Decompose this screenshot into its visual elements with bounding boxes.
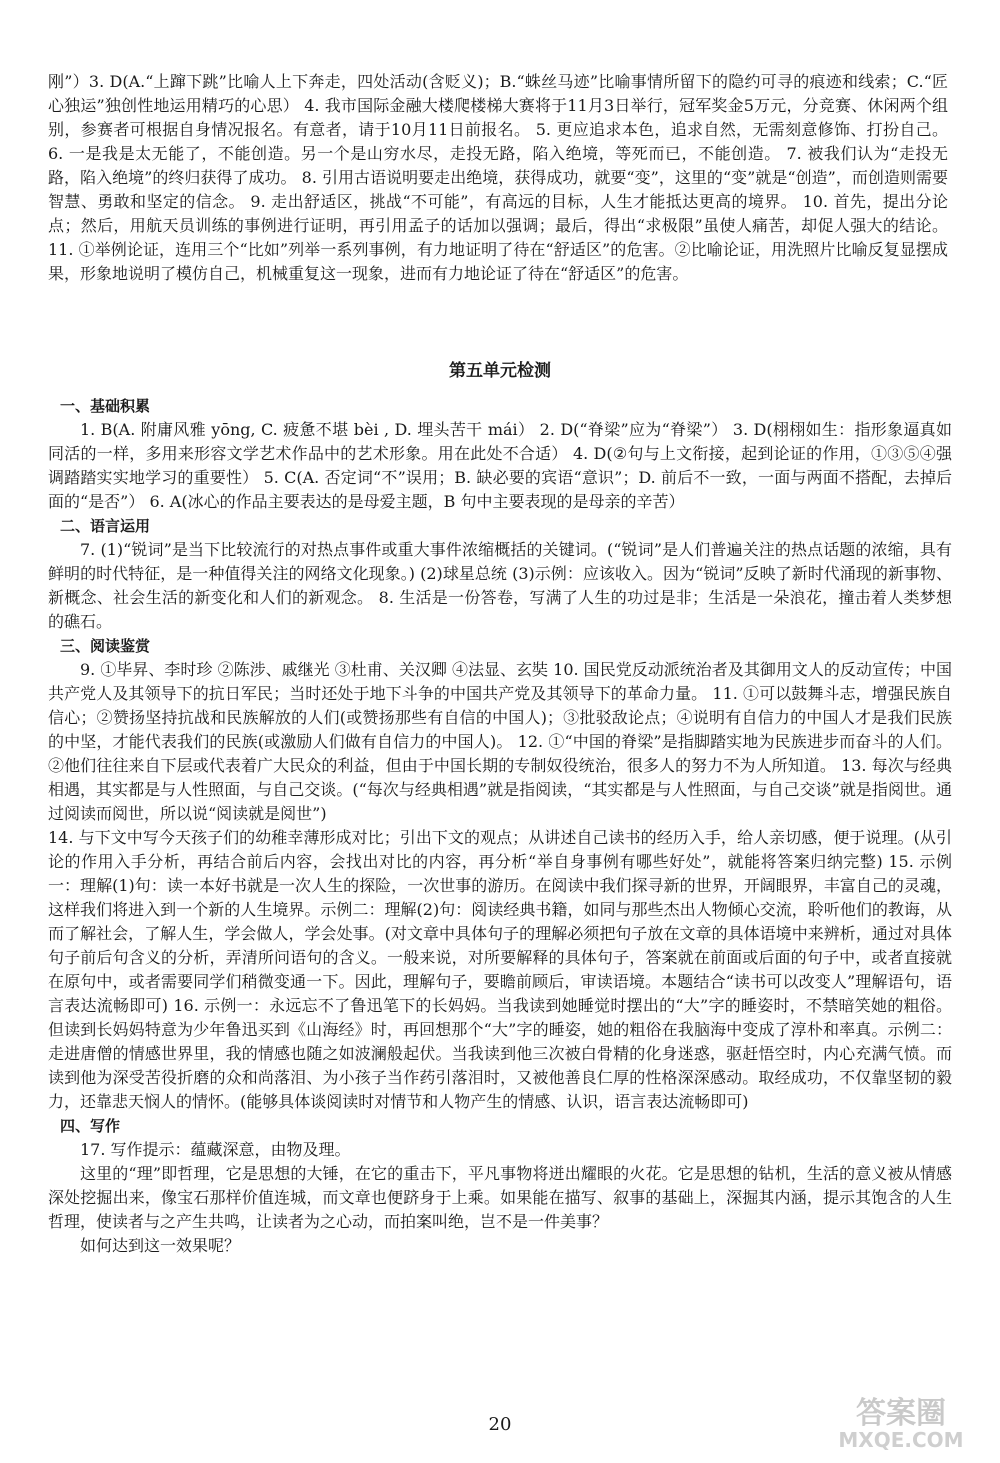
unit-test-answers <box>0 394 1000 1258</box>
writing-paragraph: 这里的“理”即哲理，它是思想的大锤，在它的重击下，平凡事物将迸出耀眼的火花。它是思想的钻机，生活的意义被从情感深处挖掘出来，像宝石那样价值连城，而文章也便跻身于上乘。如果能在描写、叙事的基础上，深掘其内涵，提示其饱含的人生哲理，使读者与之产生共鸣，让读者为之心动，而拍案叫绝，岂不是一件美事？ <box>48 1164 952 1231</box>
answer-text-continued <box>48 70 948 286</box>
section-title: 第五单元检测 <box>449 361 551 381</box>
heading-reading-appreciation: 三、阅读鉴赏 <box>60 637 151 655</box>
watermark-text-url: MXQE.COM <box>838 1428 964 1452</box>
continued-paragraph: 刚”）3. D(A.“上蹿下跳”比喻人上下奔走，四处活动(含贬义)；B.“蛛丝马迹”比喻事情所留下的隐约可寻的痕迹和线索；C.“匠心独运”独创性地运用精巧的心思） 4. 我市国际金融大楼爬楼梯大赛将于11月3日举行，冠军奖金5万元，分竞赛、休闲两个组别，参赛者可根据自身情况报名。有意者，请于10月11日前报名。 5. 更应追求本色，追求自然，无需刻意修饰、打扮自己。 6. 一是我是太无能了，不能创造。另一个是山穷水尽，走投无路，陷入绝境，等死而已，不能创造。 7. 被我们认为“走投无路，陷入绝境”的终归获得了成功。 8. 引用古语说明要走出绝境，获得成功，就要“变”，这里的“变”就是“创造”，而创造则需要智慧、勇敢和坚定的信念。 9. 走出舒适区，挑战“不可能”，有高远的目标，人生才能抵达更高的境界。 10. 首先，提出分论点；然后，用航天员训练的事例进行证明，再引用孟子的话加以强调；最后，得出“求极限”虽使人痛苦，却促人强大的结论。 11. ①举例论证，连用三个“比如”列举一系列事例，有力地证明了待在“舒适区”的危害。②比喻论证，用洗照片比喻反复显摆成果，形象地说明了模仿自己，机械重复这一现象，进而有力地论证了待在“舒适区”的危害。 <box>48 72 948 283</box>
watermark-logo <box>816 1389 986 1453</box>
heading-writing: 四、写作 <box>60 1117 121 1135</box>
writing-question: 如何达到这一效果呢？ <box>80 1236 241 1255</box>
heading-language-use: 二、语言运用 <box>60 517 151 535</box>
page-number: 20 <box>488 1414 512 1435</box>
language-use-answers: 7. (1)“锐词”是当下比较流行的对热点事件或重大事件浓缩概括的关键词。(“锐词”是人们普遍关注的热点话题的浓缩，具有鲜明的时代特征，是一种值得关注的网络文化现象。) (2)球星总统 (3)示例：应该收入。因为“锐词”反映了新时代涌现的新事物、新概念、社会生活的新变化和人们的新观念。 8. 生活是一份答卷，写满了人生的功过是非；生活是一朵浪花，撞击着人类梦想的礁石。 <box>48 540 952 631</box>
writing-prompt: 17. 写作提示：蕴藏深意，由物及理。 <box>80 1140 351 1159</box>
heading-basic-accumulation: 一、基础积累 <box>60 397 151 415</box>
reading-answers-part1: 9. ①毕昇、李时珍 ②陈涉、戚继光 ③杜甫、关汉卿 ④法显、玄奘 10. 国民党反动派统治者及其御用文人的反动宣传；中国共产党人及其领导下的抗日军民；当时还处于地下斗争的中国共产党及其领导下的革命力量。 11. ①可以鼓舞斗志，增强民族自信心；②赞扬坚持抗战和民族解放的人们(或赞扬那些有自信的中国人)；③批驳敌论点；④说明有自信力的中国人才是我们民族的中坚，才能代表我们的民族(或激励人们做有自信力的中国人)。 12. ①“中国的脊梁”是指脚踏实地为民族进步而奋斗的人们。②他们往往来自下层或代表着广大民众的利益，但由于中国长期的专制奴役统治，很多人的努力不为人所知道。 13. 每次与经典相遇，其实都是与人性照面，与自己交谈。(“每次与经典相遇”就是指阅读，“其实都是与人性照面，与自己交谈”就是指阅世。通过阅读而阅世，所以说“阅读就是阅世”) <box>48 660 952 823</box>
reading-answers-part2: 14. 与下文中写今天孩子们的幼稚幸薄形成对比；引出下文的观点；从讲述自己读书的经历入手，给人亲切感，便于说理。(从引论的作用入手分析，再结合前后内容，会找出对比的内容，再分析“举自身事例有哪些好处”，就能将答案归纳完整) 15. 示例一：理解(1)句：读一本好书就是一次人生的探险，一次世事的游历。在阅读中我们探寻新的世界，开阔眼界，丰富自己的灵魂，这样我们将进入到一个新的人生境界。示例二：理解(2)句：阅读经典书籍，如同与那些杰出人物倾心交流，聆听他们的教诲，从而了解社会，了解人生，学会做人，学会处事。(对文章中具体句子的理解必须把句子放在文章的具体语境中来辨析，通过对具体句子前后句含义的分析，弄清所问语句的含义。一般来说，对所要解释的具体句子，答案就在前面或后面的句子中，或者直接就在原句中，或者需要同学们稍微变通一下。因此，理解句子，要瞻前顾后，审读语境。本题结合“读书可以改变人”理解语句，语言表达流畅即可) 16. 示例一：永远忘不了鲁迅笔下的长妈妈。当我读到她睡觉时摆出的“大”字的睡姿时，不禁暗笑她的粗俗。但读到长妈妈特意为少年鲁迅买到《山海经》时，再回想那个“大”字的睡姿，她的粗俗在我脑海中变成了淳朴和率真。示例二：走进唐僧的情感世界里，我的情感也随之如波澜般起伏。当我读到他三次被白骨精的化身迷惑，驱赶悟空时，内心充满气愤。而读到他为深受苦役折磨的众和尚落泪、为小孩子当作药引落泪时，又被他善良仁厚的性格深深感动。取经成功，不仅靠坚韧的毅力，还靠悲天悯人的情怀。(能够具体谈阅读时对情节和人物产生的情感、认识，语言表达流畅即可) <box>48 828 952 1111</box>
watermark-text-cn: 答案圈 <box>856 1396 946 1431</box>
basic-accumulation-answers: 1. B(A. 附庸风雅 yōng, C. 疲惫不堪 bèi , D. 埋头苦干 mái） 2. D(“脊梁”应为“脊梁”） 3. D(栩栩如生：指形象逼真如同活的一样，多用来形容文学艺术作品中的艺术形象。用在此处不合适） 4. D(②句与上文衔接，起到论证的作用，①③⑤④强调踏踏实实地学习的重要性） 5. C(A. 否定词“不”误用；B. 缺必要的宾语“意识”；D. 前后不一致，一面与两面不搭配，去掉后面的“是否”） 6. A(冰心的作品主要表达的是母爱主题，B 句中主要表现的是母亲的辛苦） <box>48 420 952 511</box>
